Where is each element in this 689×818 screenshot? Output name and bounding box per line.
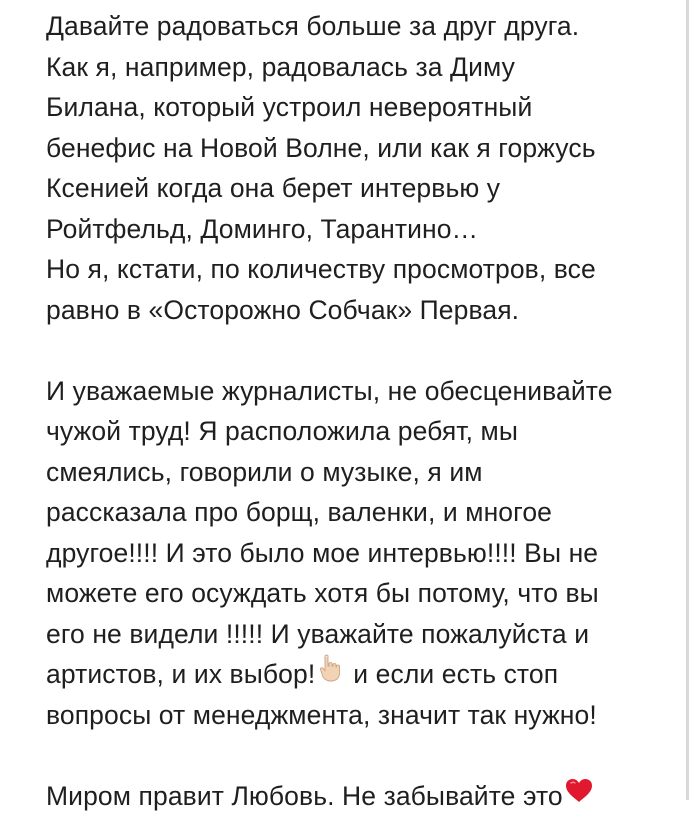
text-segment: и если есть стоп: [353, 659, 559, 689]
text-line: Но я, кстати, по количеству просмотров, все: [46, 254, 596, 284]
text-line: Ройтфельд, Доминго, Тарантино…: [46, 213, 479, 244]
text-line: чужой труд! Я расположила ребят, мы: [46, 416, 518, 446]
paragraph-gap: [46, 330, 676, 371]
text-line: Как я, например, радовалась за Диму: [46, 51, 515, 82]
text-line: бенефис на Новой Волне, или как я горжусь: [46, 132, 596, 163]
text-line-with-emoji: [46, 654, 676, 695]
text-line: И уважаемые журналисты, не обесценивайте: [46, 375, 613, 406]
text-line-with-emoji: [46, 776, 676, 817]
text-line: Давайте радоваться больше за друг друга.: [46, 11, 580, 41]
text-line: можете его осуждать хотя бы потому, что вы: [46, 578, 599, 608]
text-segment: Миром правит Любовь. Не забывайте это: [46, 780, 563, 811]
text-line: рассказала про борщ, валенки, и многое: [46, 497, 553, 527]
text-line: Ксенией когда она берет интервью у: [46, 173, 501, 203]
red-heart-emoji: [565, 774, 593, 815]
text-line: Билана, который устроил невероятный: [46, 92, 533, 122]
text-segment: артистов, и их выбор!: [46, 659, 316, 689]
note-text: [46, 6, 676, 816]
text-line: вопросы от менеджмента, значит так нужно!: [46, 699, 597, 730]
text-line: равно в «Осторожно Собчак» Первая.: [46, 294, 520, 325]
pointing-up-hand-emoji: [319, 653, 341, 694]
paragraph-gap: [46, 735, 676, 776]
text-line: смеялись, говорили о музыке, я им: [46, 456, 483, 487]
text-line: другое!!!! И это было мое интервью!!!! Вы не: [46, 537, 599, 568]
text-line: его не видели !!!!! И уважайте пожалуйста и: [46, 618, 590, 649]
